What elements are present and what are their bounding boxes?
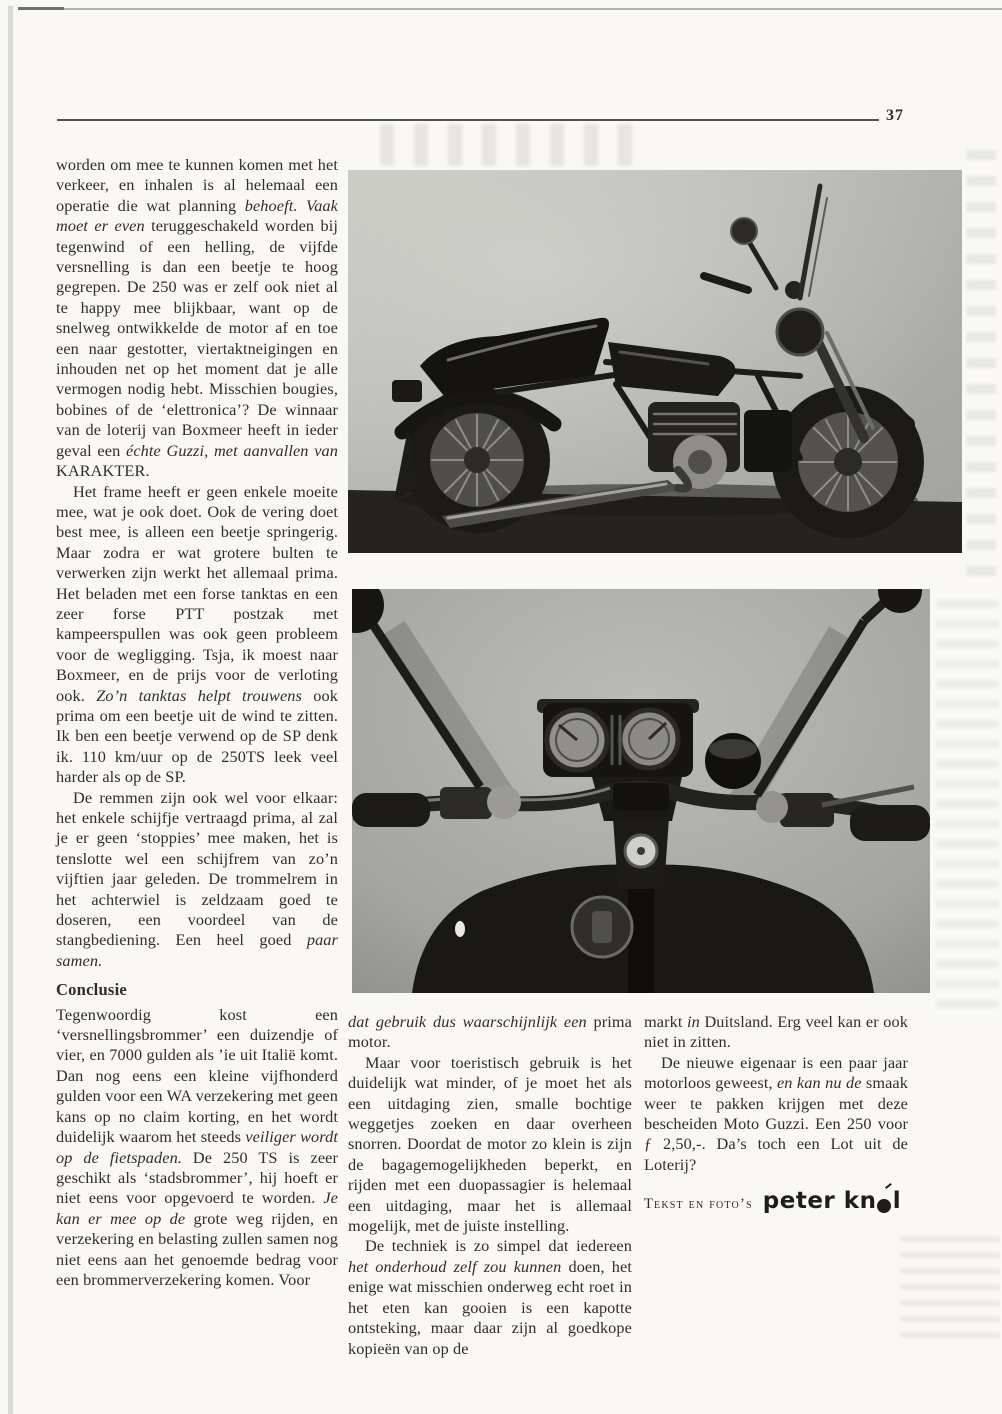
bleed-through-headline: [380, 124, 640, 166]
photo-motorcycle-side-view: [348, 170, 962, 553]
author-logo-text: peter kn: [762, 1188, 877, 1215]
paragraph: worden om mee te kunnen komen met het verkeer, en inhalen is al helemaal een operatie die wat planning behoeft. Vaak moet er even teruggeschakeld worden bij tegenwind of een helling, de vijfde versnelling is dan een beetje te hoog gegrepen. De 250 was er zelf ook niet al te happy mee blijkbaar, want op de snelweg ontwikkelde de motor af en toe een naar gestotter, viertaktneigingen en inhouden net op het moment dat je alle vermogen nodig hebt. Misschien bougies, bobines of de ‘elettronica’? De winnaar van de loterij van Boxmeer heeft in ieder geval een échte Guzzi, met aanvallen van KARAKTER.: [56, 155, 339, 481]
author-logo-text-end: l: [892, 1188, 902, 1215]
paragraph: Maar voor toeristisch gebruik is het duidelijk wat minder, of je moet het als een uitdaging zien, smalle bochtige weggetjes zoeken en daar overheen snorren. Doordat de motor zo klein is zijn de bagagemogelijkheden beperkt, en rijden met een duopassagier is helemaal een uitdaging, maar het is allemaal mogelijk, met de juiste instelling.: [348, 1052, 632, 1236]
page-number: 37: [886, 107, 904, 124]
scan-edge-left: [8, 6, 13, 1414]
scan-edge-top-dark: [18, 7, 64, 10]
paragraph: markt in Duitsland. Erg veel kan er ook niet in zitten.: [644, 1012, 908, 1052]
paragraph: De techniek is zo simpel dat iedereen het onderhoud zelf zou kunnen doen, het enige wat misschien onderweg echt roet in het eten kan gooien is een kapotte ontsteking, maar daar zijn al goedkope kopieën van op de: [348, 1236, 632, 1358]
paragraph: Het frame heeft er geen enkele moeite mee, wat je ook doet. Ook de vering doet best mee, is alleen een beetje springerig. Maar zodra er wat grotere bulten te verwerken zijn werkt het allemaal prima. Het beladen met een forse tanktas en een zeer forse PTT postzak met kampeerspullen was ook geen probleem voor de wegligging. Tsja, ik moest naar Boxmeer, en de prijs voor de verloting ook. Zo’n tanktas helpt trouwens ook prima om een beetje uit de wind te zitten. Ik ben een beetje verwend op de SP denk ik. 110 km/uur op de 250TS leek veel harder als op de SP.: [56, 481, 338, 787]
left-grip: [352, 793, 430, 827]
section-heading: Conclusie: [56, 980, 127, 1000]
right-switchgear: [780, 793, 834, 827]
mirror: [731, 218, 757, 244]
byline-label: Tekst en foto’s: [644, 1196, 753, 1213]
bleed-through-right-3: [900, 1236, 1000, 1346]
paragraph: De remmen zijn ook wel voor elkaar: het enkele schijfje vertraagd prima, al zal je er geen ‘stoppies’ mee maken, het is tenslotte wel een schijfrem van zo’n vijftien jaar geleden. De trommelrem in het achterwiel is zeldzaam goed te doseren, een voordeel van de stangbediening. Een heel goed paar samen.: [56, 787, 338, 970]
bar-clamp: [613, 783, 669, 811]
author-logo-o-dot: [876, 1188, 892, 1214]
headlight: [777, 309, 823, 355]
bleed-through-right-1: [966, 150, 996, 580]
paragraph: dat gebruik dus waarschijnlijk een prima motor.: [348, 1012, 632, 1052]
reservoir-cap: [709, 739, 757, 759]
article-column-left: [56, 155, 338, 1290]
byline: [644, 1188, 908, 1215]
ignition-keyhole: [637, 847, 645, 855]
author-logo: [763, 1188, 901, 1214]
scan-edge-top: [18, 8, 1002, 10]
filler-cap-latch: [592, 911, 612, 943]
motorcycle-side-illustration: [348, 170, 962, 553]
handlebar-illustration: [352, 589, 930, 993]
paragraph: Tegenwoordig kost een ‘versnellingsbrommer’ een duizendje of vier, en 7000 gulden als ’ie uit Italië komt. Dan nog eens een kleine vijfhonderd gulden voor een WA verzekering met geen kans op no claim korting, en het wordt duidelijk waarom het steeds veiliger wordt op de fietspaden. De 250 TS is zeer geschikt als ‘stadsbrommer’, hij hoeft er niet eens voor opgevoerd te worden. Je kan er mee op de grote weg rijden, en verzekering en belasting zullen samen nog niet eens aan het genoemde bedrag voor een brommerverzekering komen. Voor: [56, 1004, 339, 1289]
paragraph: De nieuwe eigenaar is een paar jaar motorloos geweest, en kan nu de smaak weer te pakken krijgen met deze bescheiden Moto Guzzi. Een 250 voor ƒ 2,50,-. Da’s toch een Lot uit de Loterij?: [644, 1052, 908, 1174]
left-switchgear: [440, 787, 492, 819]
right-grip: [850, 805, 930, 841]
bleed-through-right-2: [936, 600, 998, 1020]
photo-handlebar-view: [352, 589, 930, 993]
article-column-middle: [348, 1012, 632, 1359]
article-column-right: [644, 1012, 908, 1215]
tail-light: [392, 380, 422, 402]
header-rule: [57, 119, 879, 121]
left-collar: [487, 785, 521, 819]
article-column-right-text: [644, 1012, 908, 1175]
white-speck: [455, 921, 465, 937]
